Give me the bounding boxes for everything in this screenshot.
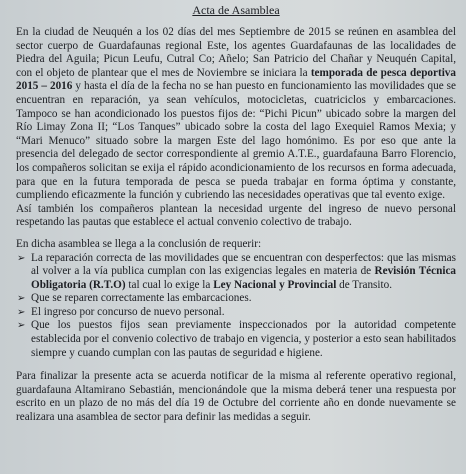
document-title (16, 3, 456, 17)
arrowhead-bullet-icon: ➢ (17, 293, 26, 305)
arrowhead-bullet-icon: ➢ (17, 320, 26, 332)
arrowhead-bullet-icon: ➢ (17, 306, 26, 318)
intro-bold-season: temporada de pesca deportiva 2015 – 2016 (16, 66, 456, 93)
requirement-text: tal cual lo exige la (125, 278, 214, 291)
staff-request-paragraph: Así también los compañeros plantean la necesidad urgente del ingreso de nuevo personal respetando las pautas que establece el actual convenio colectivo de trabajo. (16, 202, 456, 229)
requirement-text: La reparación correcta de las movilidades que se encuentran con desperfectos: que las mismas al volver a la vía publica cumplan con las exigencias legales en materia de (31, 251, 456, 278)
requirement-bold-text: Revisión Técnica Obligatoria (R.T.O) (31, 265, 457, 291)
requirement-text: de Transito. (336, 278, 392, 291)
requirement-text: Que se reparen correctamente las embarcaciones. (31, 292, 252, 305)
closing-paragraph: Para finalizar la presente acta se acuerda notificar de la misma al referente operativo regional, guardafauna Altamirano Sebastián, mencionándole que la misma deberá tener una respuesta por escrito en un plazo de no más del día 19 de Octubre del corriente año en donde nuevamente se realizara una asamblea de sector para definir las medidas a seguir. (16, 370, 456, 424)
title-text: Acta de Asamblea (192, 3, 280, 17)
intro-text-start: En la ciudad de Neuquén a los 02 días del mes Septiembre de 2015 se reúnen en asamblea del sector cuerpo de Guardafaunas regional Este, los agentes Guardafaunas de las localidades de Piedra del Aguila; Picun Leufu, Cutral Co; Añelo; San Patricio del Chañar y Neuquén Capital, con el objeto de plantear que el mes de Noviembre se iniciara la (16, 26, 456, 79)
requirement-item (16, 319, 456, 360)
requirement-bold-text: Ley Nacional y Provincial (213, 278, 337, 291)
intro-paragraph (16, 26, 456, 203)
arrowhead-bullet-icon: ➢ (17, 252, 26, 264)
requirement-item (16, 306, 456, 320)
requirement-item (16, 252, 456, 293)
requirements-list (16, 252, 456, 361)
requirement-item (16, 292, 456, 306)
intro-text-end: y hasta el día de la fecha no se han puesto en funcionamiento las movilidades que se encuentran en reparación, ya sean vehículos, motocicletas, cuatriciclos y embarcaciones. Tampoco se han acondicionado los puestos fijos de: “Pichi Picun” ubicado sobre la margen del Río Limay Zona II; “Los Tanques” ubicado sobre la costa del lago Exequiel Ramos Mexia; y “Mari Menuco” situado sobre la margen Este del lago homónimo. Es por eso que ante la presencia del delegado de sector correspondiente al gremio A.T.E., guardafauna Barro Florencio, los compañeros solicitan se exija el rápido acondicionamiento de los recursos en forma adecuada, para que en la futura temporada de pesca se pueda trabajar en forma óptima y constante, cumpliendo eficazmente la función y cubriendo las necesidades operativas que tal evento exige. (16, 80, 456, 202)
requirement-text: Que los puestos fijos sean previamente inspeccionados por la autoridad competente establecida por el convenio colectivo de trabajo en vigencia, y posterior a esto sean habilitados siempre y cuando cumplan con las pautas de seguridad e higiene. (31, 319, 456, 359)
requirements-intro: En dicha asamblea se llega a la conclusión de requerir: (16, 237, 262, 250)
requirement-text: El ingreso por concurso de nuevo personal. (31, 305, 225, 318)
